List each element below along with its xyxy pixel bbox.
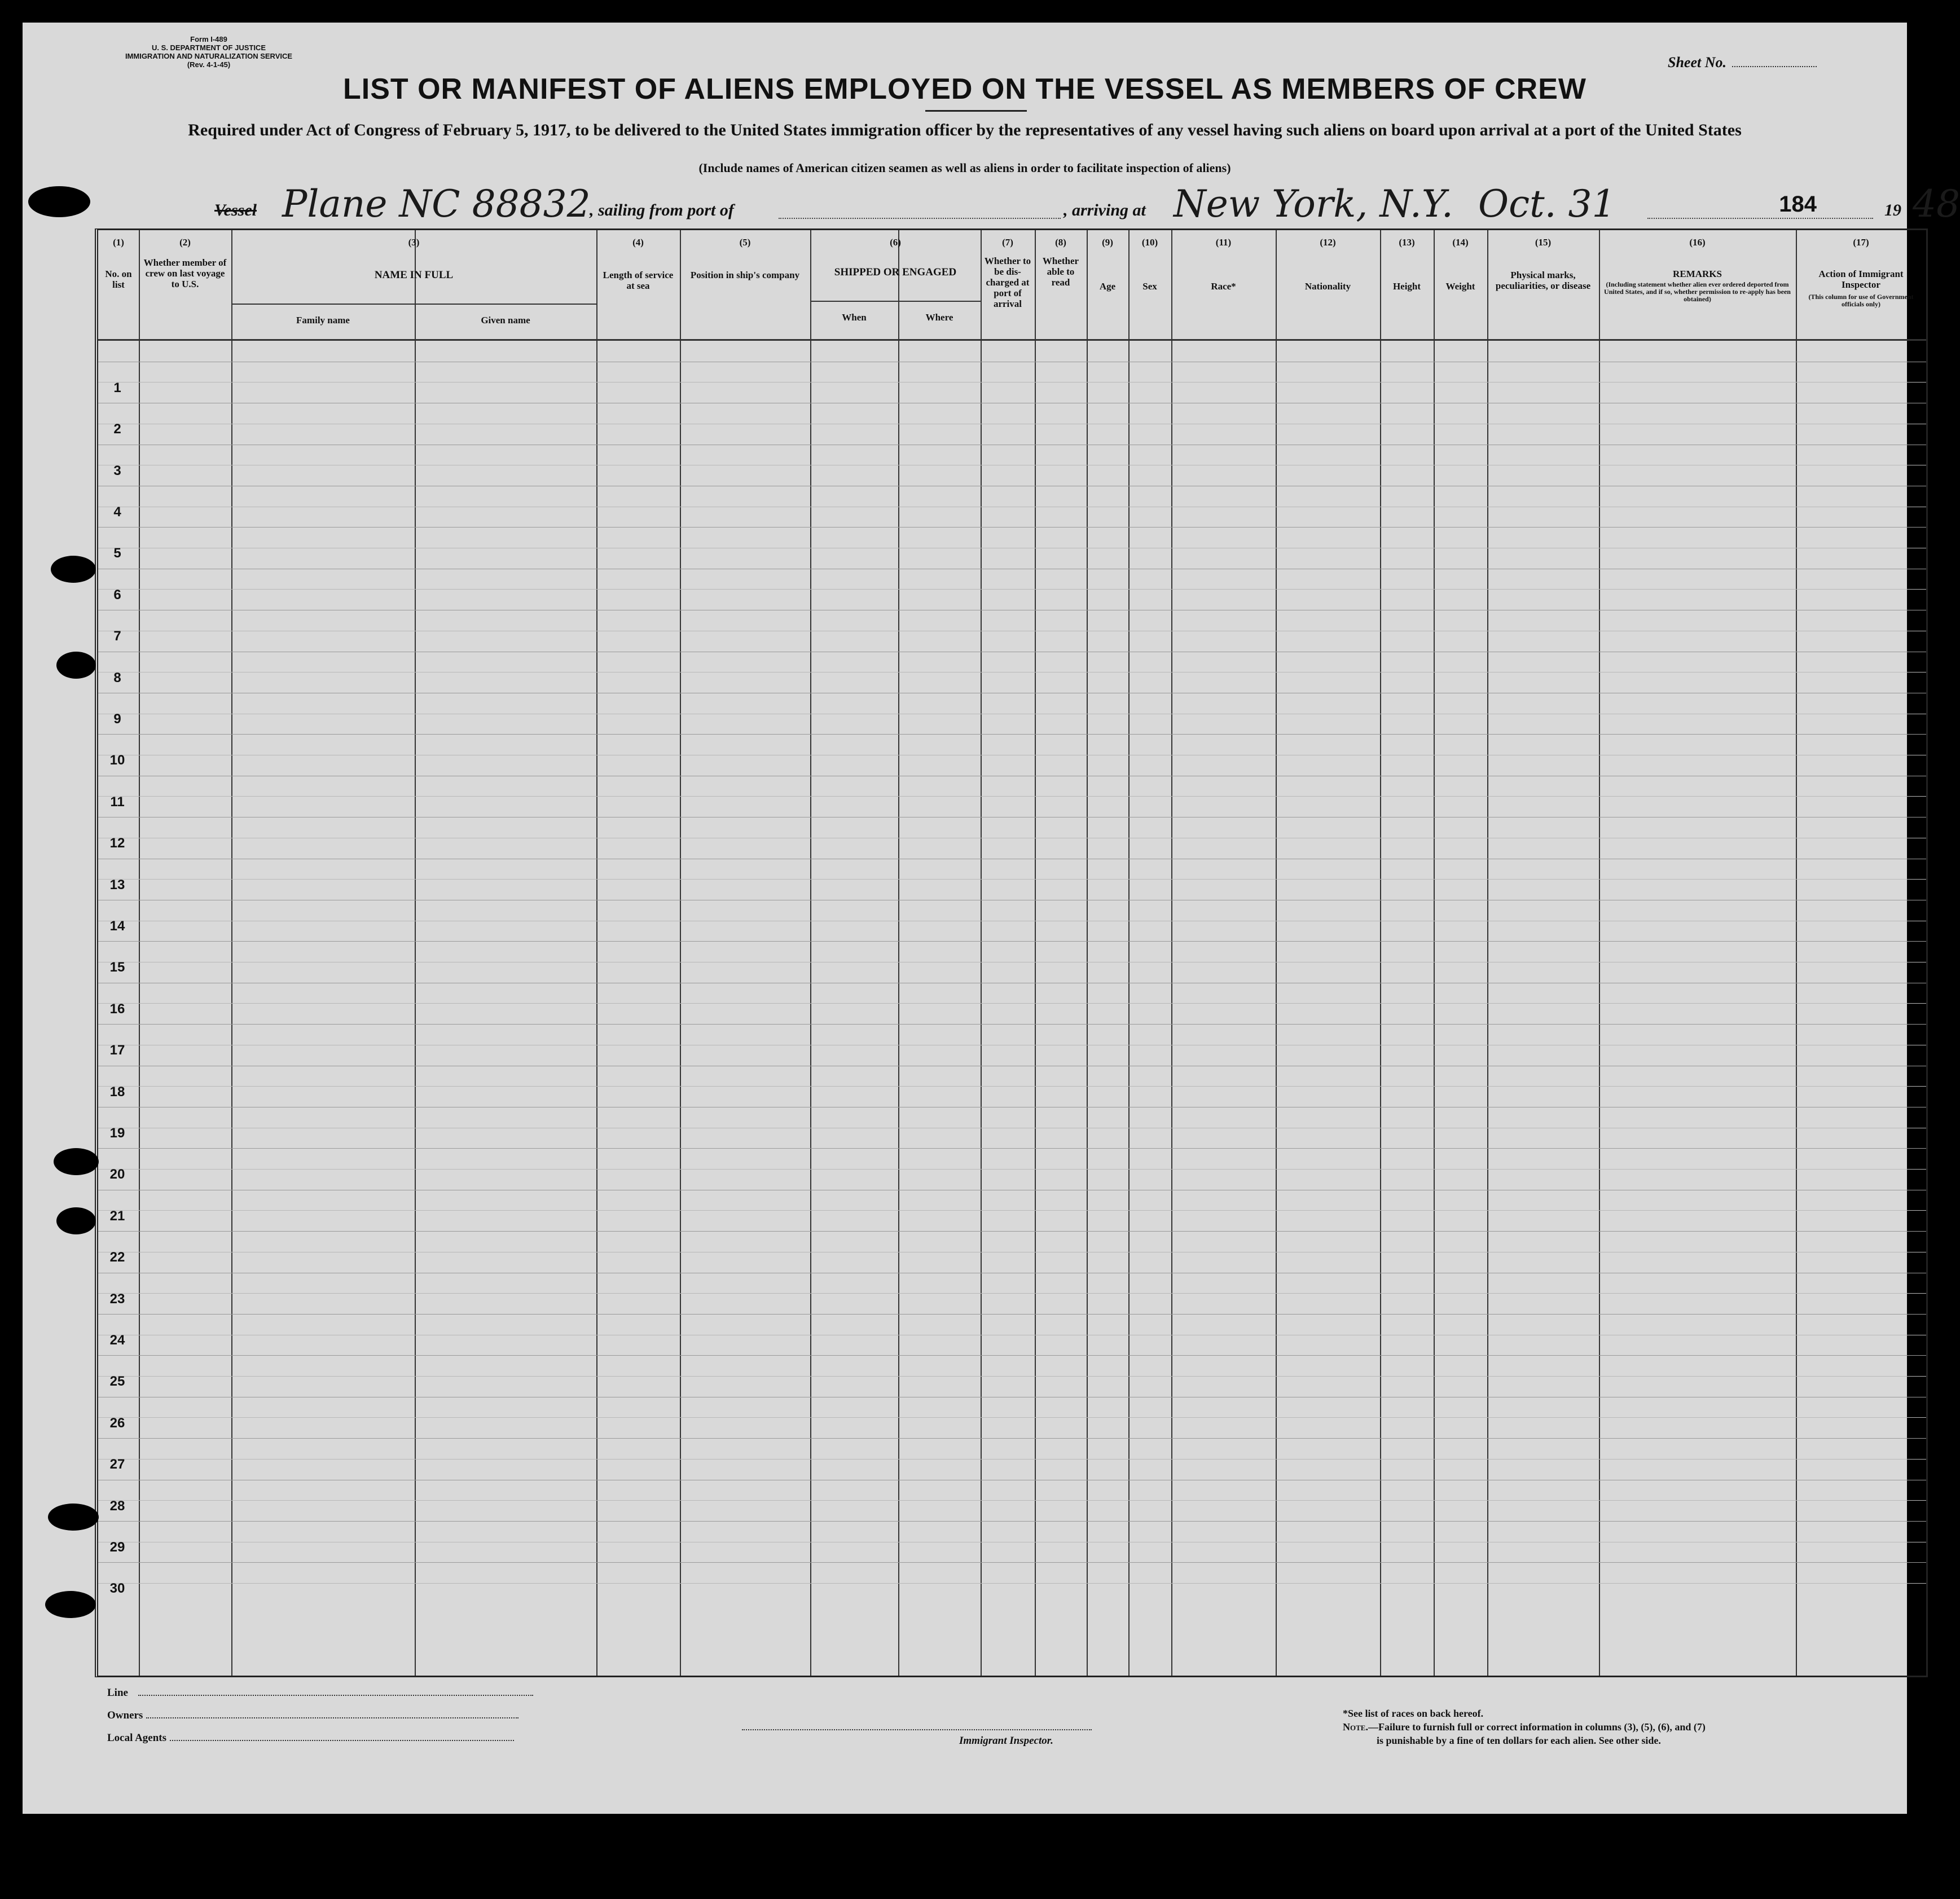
- column-header-note: (This column for use of Government officials only): [1808, 293, 1914, 308]
- row-guide-line: [98, 382, 1926, 383]
- include-statement: (Include names of American citizen seamen as well as aliens in order to facilitate inspection of aliens): [698, 161, 1231, 175]
- manifest-page: [23, 23, 1960, 1814]
- arriving-label: , arriving at: [1064, 201, 1146, 219]
- page-number: 184: [1779, 192, 1817, 217]
- vessel-label: Vessel: [214, 201, 257, 219]
- row-number: 18: [109, 1084, 125, 1100]
- punch-hole: [51, 556, 96, 583]
- column-number: (8): [1055, 237, 1066, 248]
- column-number: (9): [1102, 237, 1113, 248]
- year-handwritten[interactable]: 48: [1913, 182, 1960, 226]
- column-number: (3): [408, 237, 420, 248]
- column-header-label: Height: [1392, 281, 1421, 292]
- column-header-label: Whether to be dis-charged at port of arrival: [984, 256, 1031, 309]
- row-number: 2: [113, 421, 121, 437]
- column-header-label: Whether member of crew on last voyage to U.S.: [143, 257, 227, 289]
- column-header-label: Weight: [1445, 281, 1475, 292]
- column-header-label: Physical marks, peculiarities, or disease: [1495, 270, 1591, 291]
- footer-notes: [1343, 1707, 1706, 1747]
- year-prefix: 19: [1884, 201, 1901, 219]
- row-guide-line: [98, 796, 1926, 797]
- row-guide-line: [98, 589, 1926, 590]
- header-bottom-rule: [98, 339, 1926, 341]
- punch-hole: [56, 652, 96, 679]
- column-header-label: Race*: [1211, 281, 1236, 292]
- row-number: 30: [109, 1581, 125, 1597]
- row-number: 28: [109, 1498, 125, 1514]
- row-guide-line: [98, 1417, 1926, 1418]
- vessel-name-handwritten[interactable]: Plane NC 88832: [282, 182, 591, 226]
- column-number: (6): [890, 237, 901, 248]
- row-number: 3: [113, 463, 121, 478]
- owners-label: Owners: [107, 1709, 143, 1721]
- row-guide-line: [98, 1459, 1926, 1460]
- row-number: 16: [109, 1001, 125, 1017]
- column-number: (15): [1535, 237, 1552, 248]
- subheader-rule: [810, 301, 981, 302]
- row-number: 21: [109, 1208, 125, 1224]
- crew-table: [95, 228, 1928, 1677]
- column-header-label: Whether able to read: [1042, 256, 1079, 288]
- column-header-label: SHIPPED OR ENGAGED: [834, 266, 957, 278]
- subheader-rule: [231, 304, 596, 305]
- column-number: (2): [179, 237, 191, 248]
- column-number: (16): [1689, 237, 1706, 248]
- row-number: 22: [109, 1250, 125, 1265]
- row-number: 7: [113, 628, 121, 644]
- row-number: 6: [113, 587, 121, 603]
- row-number: 17: [109, 1043, 125, 1058]
- form-identifier: [96, 35, 322, 69]
- note-label: Note.: [1343, 1721, 1368, 1733]
- row-number: 8: [113, 670, 121, 685]
- penalty-note: [1343, 1720, 1706, 1734]
- punch-hole: [54, 1148, 99, 1175]
- column-number: (10): [1141, 237, 1158, 248]
- column-number: (5): [739, 237, 751, 248]
- punch-hole: [48, 1504, 99, 1531]
- column-header-label: NAME IN FULL: [374, 269, 454, 281]
- owners-field-row: [107, 1709, 518, 1722]
- column-header-label: Age: [1099, 281, 1116, 292]
- row-number: 13: [109, 877, 125, 893]
- column-header-label: Action of Immigrant Inspector: [1818, 269, 1904, 290]
- row-number: 29: [109, 1539, 125, 1555]
- form-department: U. S. DEPARTMENT OF JUSTICE: [152, 43, 266, 52]
- row-number: 14: [109, 918, 125, 934]
- vessel-line: [214, 182, 1960, 226]
- agents-label: Local Agents: [107, 1732, 167, 1744]
- row-guide-line: [98, 1086, 1926, 1087]
- sheet-number: [1668, 54, 1817, 71]
- row-number: 5: [113, 546, 121, 561]
- note-text-continued: is punishable by a fine of ten dollars for each alien. See other side.: [1377, 1735, 1661, 1746]
- arrival-date-handwritten[interactable]: Oct. 31: [1478, 182, 1616, 226]
- column-number: (12): [1320, 237, 1336, 248]
- row-number: 1: [113, 380, 121, 395]
- column-header-label: Position in ship's company: [690, 270, 800, 280]
- column-subheader: Where: [925, 312, 953, 323]
- row-number: 20: [109, 1167, 125, 1183]
- column-number: (13): [1399, 237, 1415, 248]
- sailing-port-field[interactable]: [779, 218, 1061, 219]
- row-number: 26: [109, 1415, 125, 1431]
- line-field-row: [107, 1687, 533, 1699]
- row-guide-line: [98, 1500, 1926, 1501]
- column-number: (4): [632, 237, 644, 248]
- punch-hole: [45, 1591, 96, 1618]
- column-header-label: REMARKS: [1673, 269, 1722, 279]
- row-guide-line: [98, 1376, 1926, 1377]
- column-header-note: (Including statement whether alien ever ordered deported from United States, and if so, whether permission to re-apply has been obtained): [1604, 280, 1791, 303]
- line-label: Line: [107, 1687, 128, 1699]
- row-guide-line: [98, 1293, 1926, 1294]
- row-number: 19: [109, 1125, 125, 1141]
- note-text: —Failure to furnish full or correct information in columns (3), (5), (6), and (7): [1368, 1721, 1706, 1733]
- sheet-number-field[interactable]: [1732, 66, 1817, 67]
- column-number: (7): [1002, 237, 1013, 248]
- row-guide-line: [98, 1003, 1926, 1004]
- sheet-label: Sheet No.: [1668, 54, 1726, 71]
- row-number: 27: [109, 1457, 125, 1472]
- row-guide-line: [98, 1169, 1926, 1170]
- row-guide-line: [98, 1210, 1926, 1211]
- page-title: LIST OR MANIFEST OF ALIENS EMPLOYED ON THE VESSEL AS MEMBERS OF CREW: [343, 73, 1587, 106]
- column-subheader: Family name: [296, 315, 350, 326]
- row-guide-line: [98, 1583, 1926, 1584]
- form-revision: (Rev. 4-1-45): [187, 60, 231, 69]
- row-number: 10: [109, 753, 125, 768]
- column-header-label: Length of service at sea: [603, 270, 674, 291]
- required-statement: Required under Act of Congress of February 5, 1917, to be delivered to the United States immigration officer by the representatives of any vessel having such aliens on board upon arrival at a port of the United States: [188, 121, 1742, 139]
- form-service: IMMIGRATION AND NATURALIZATION SERVICE: [125, 52, 293, 60]
- row-number: 9: [113, 711, 121, 727]
- column-subheader: When: [842, 312, 867, 323]
- line-field[interactable]: [138, 1695, 533, 1696]
- inspector-signature-line[interactable]: [742, 1729, 1092, 1730]
- race-note: *See list of races on back hereof.: [1343, 1708, 1484, 1719]
- row-number: 12: [109, 836, 125, 851]
- agents-field-row: [107, 1732, 514, 1744]
- row-guide-line: [98, 879, 1926, 880]
- column-number: (17): [1853, 237, 1869, 248]
- column-header-label: Nationality: [1304, 281, 1351, 292]
- column-number: (14): [1452, 237, 1469, 248]
- row-number: 23: [109, 1291, 125, 1307]
- row-number: 11: [110, 794, 125, 810]
- column-subheader: Given name: [481, 315, 530, 326]
- sailing-label: , sailing from port of: [590, 201, 734, 219]
- owners-field[interactable]: [146, 1717, 518, 1718]
- date-field-line: [1647, 218, 1873, 219]
- form-number: Form I-489: [190, 35, 227, 43]
- title-divider: [925, 110, 1027, 112]
- column-header-label: No. on list: [105, 269, 132, 290]
- column-number: (1): [113, 237, 124, 248]
- punch-hole: [28, 186, 90, 217]
- row-number: 24: [109, 1332, 125, 1348]
- inspector-label: Immigrant Inspector.: [959, 1735, 1053, 1747]
- column-number: (11): [1215, 237, 1232, 248]
- row-number: 25: [109, 1374, 125, 1390]
- punch-hole: [56, 1207, 96, 1234]
- row-number: 15: [109, 960, 125, 975]
- row-number: 4: [113, 504, 121, 520]
- column-header-label: Sex: [1142, 281, 1157, 292]
- agents-field[interactable]: [170, 1740, 514, 1741]
- arrival-port-handwritten[interactable]: New York, N.Y.: [1174, 182, 1453, 226]
